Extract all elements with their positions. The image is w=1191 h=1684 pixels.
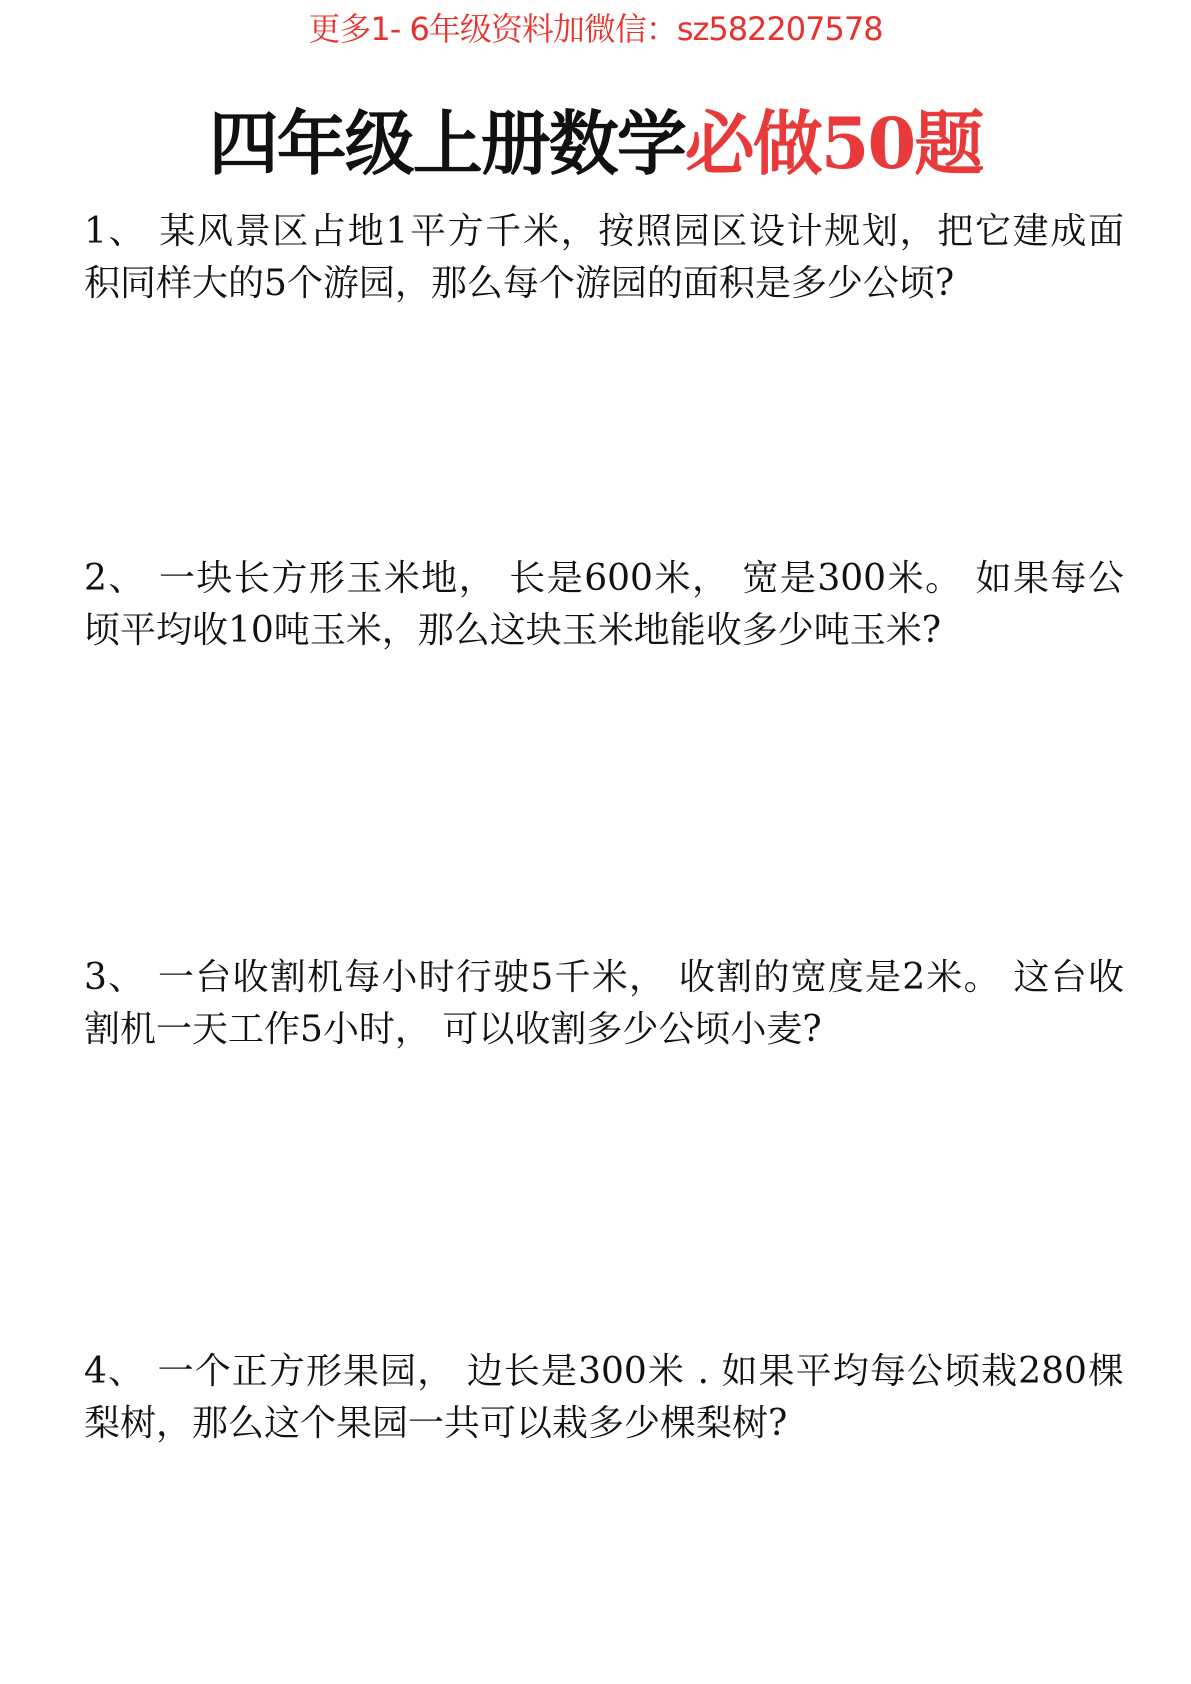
question-line: 顷平均收10吨玉米，那么这块玉米地能收多少吨玉米? [84,610,942,651]
page-title [0,88,1191,189]
question-line: 1、 某风景区占地1平方千米，按照园区设计规划，把它建成面 [84,211,1124,252]
question-line: 梨树，那么这个果园一共可以栽多少棵梨树? [84,1403,788,1444]
question-4 [84,1346,1124,1450]
title-accent: 必做50题 [684,102,983,185]
question-3 [84,952,1124,1056]
question-1 [84,206,1124,310]
title-main: 四年级上册数学 [208,102,685,185]
promo-banner: 更多1- 6年级资料加微信：sz582207578 [308,10,883,48]
question-line: 积同样大的5个游园，那么每个游园的面积是多少公顷? [84,263,955,304]
question-line: 2、 一块长方形玉米地， 长是600米， 宽是300米。 如果每公 [84,558,1124,599]
question-line: 割机一天工作5小时， 可以收割多少公顷小麦? [84,1009,822,1050]
question-2 [84,553,1124,657]
question-line: 3、 一台收割机每小时行驶5千米， 收割的宽度是2米。 这台收 [84,957,1124,998]
question-line: 4、 一个正方形果园， 边长是300米 . 如果平均每公顷栽280棵 [84,1351,1124,1392]
